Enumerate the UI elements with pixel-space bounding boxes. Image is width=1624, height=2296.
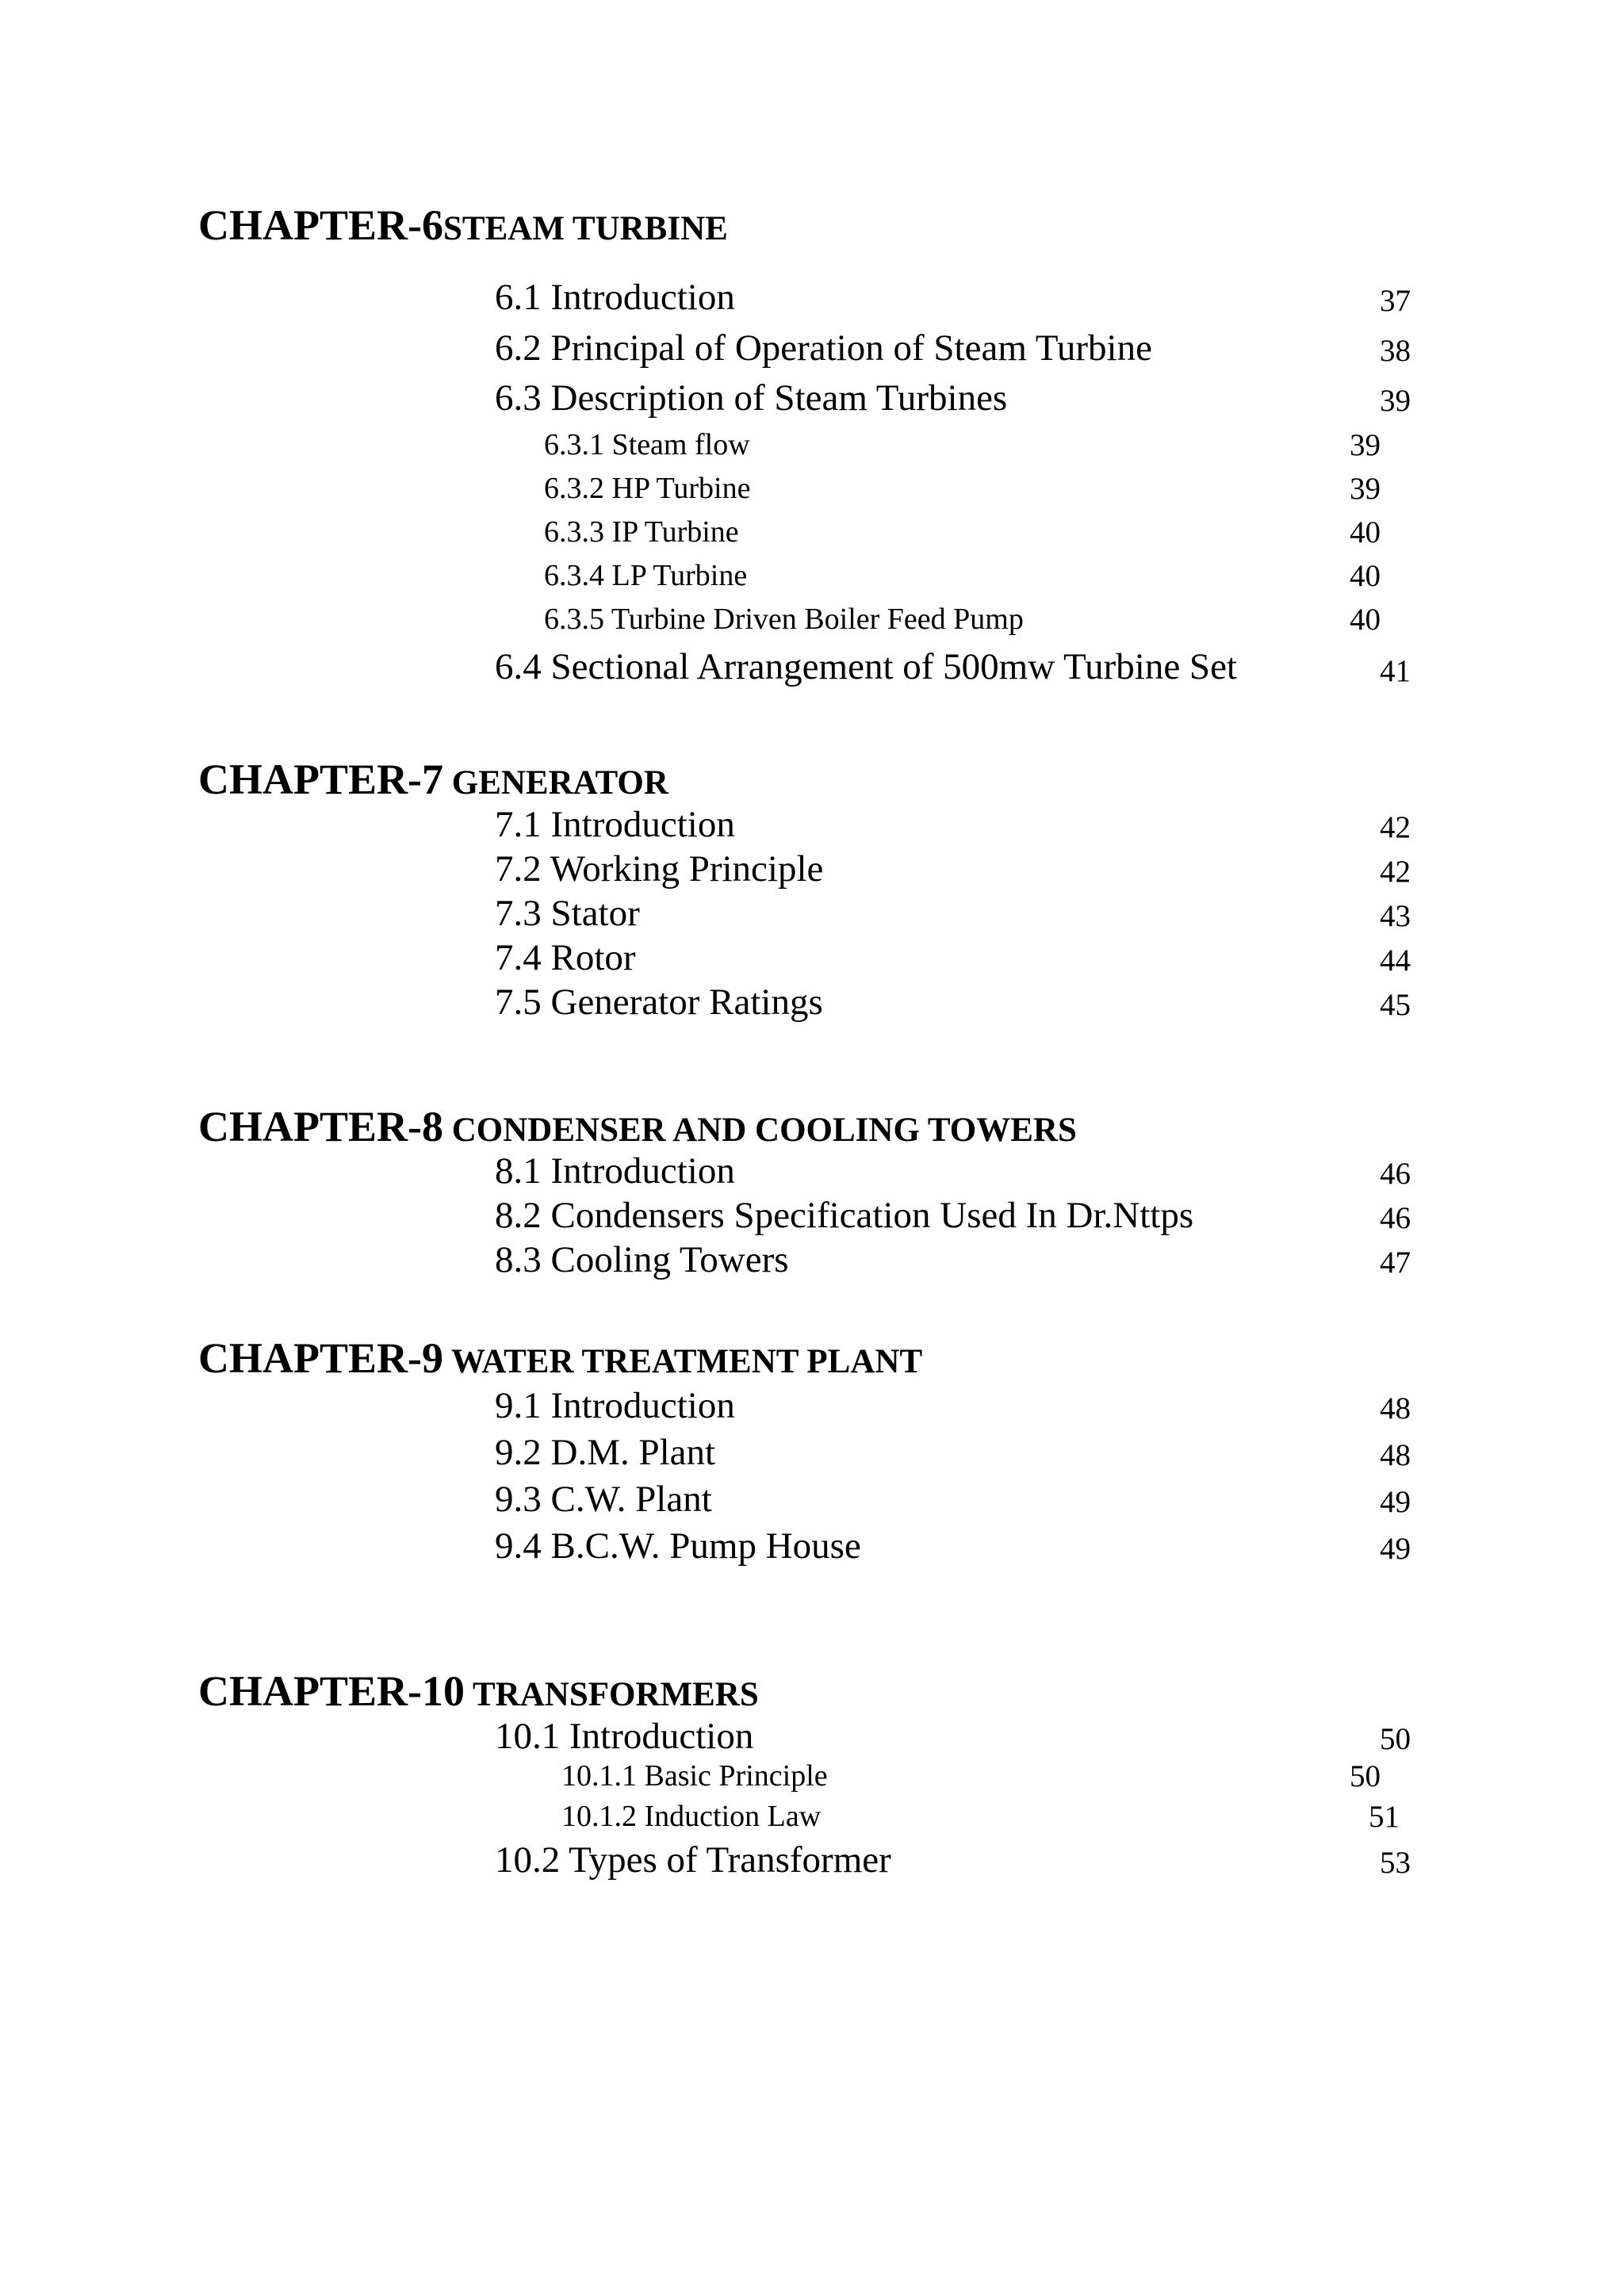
- toc-subentry: 6.3.3 IP Turbine: [544, 515, 739, 549]
- toc-entry: 8.2 Condensers Specification Used In Dr.Nttps: [495, 1195, 1194, 1236]
- chapter-heading: [198, 1105, 1077, 1148]
- chapter-title: WATER TREATMENT PLANT: [450, 1343, 923, 1380]
- toc-page-number: 46: [1380, 1157, 1411, 1191]
- toc-entry: 8.3 Cooling Towers: [495, 1239, 789, 1280]
- toc-entry: 7.4 Rotor: [495, 937, 636, 978]
- toc-entry: 10.2 Types of Transformer: [495, 1839, 891, 1881]
- toc-entry: 6.2 Principal of Operation of Steam Turbine: [495, 327, 1152, 369]
- toc-page-number: 40: [1350, 603, 1381, 637]
- chapter-heading: [198, 1667, 759, 1715]
- toc-entry: 6.3 Description of Steam Turbines: [495, 377, 1008, 419]
- toc-subentry: 10.1.1 Basic Principle: [561, 1759, 828, 1793]
- toc-page-number: 49: [1380, 1485, 1411, 1519]
- toc-page-number: 50: [1380, 1722, 1411, 1756]
- chapter-heading: [198, 201, 728, 249]
- toc-entry: 7.5 Generator Ratings: [495, 982, 823, 1023]
- toc-entry: 8.1 Introduction: [495, 1150, 735, 1192]
- toc-entry: 7.1 Introduction: [495, 804, 735, 845]
- chapter-number: CHAPTER-10: [198, 1667, 465, 1715]
- toc-entry: 6.4 Sectional Arrangement of 500mw Turbine Set: [495, 646, 1237, 687]
- toc-page-number: 45: [1380, 988, 1411, 1022]
- toc-page-number: 48: [1380, 1391, 1411, 1425]
- toc-entry: 9.4 B.C.W. Pump House: [495, 1525, 861, 1567]
- toc-page-number: 40: [1350, 515, 1381, 549]
- chapter-heading: [198, 758, 668, 801]
- toc-page-number: 42: [1380, 855, 1411, 889]
- toc-page-number: 41: [1380, 654, 1411, 688]
- chapter-number: CHAPTER-7: [198, 756, 443, 803]
- toc-page-number: 38: [1380, 334, 1411, 368]
- chapter-separator: [465, 1676, 473, 1713]
- toc-page-number: 39: [1380, 384, 1411, 418]
- toc-entry: 6.1 Introduction: [495, 277, 735, 318]
- chapter-number: CHAPTER-9: [198, 1334, 443, 1382]
- chapter-title: CONDENSER AND COOLING TOWERS: [451, 1112, 1077, 1149]
- chapter-heading: [198, 1334, 923, 1382]
- chapter-separator: [443, 764, 452, 802]
- toc-page-number: 42: [1380, 810, 1411, 844]
- toc-page-number: 43: [1380, 899, 1411, 933]
- toc-page-number: 46: [1380, 1201, 1411, 1235]
- toc-subentry: 10.1.2 Induction Law: [561, 1800, 822, 1833]
- toc-subentry: 6.3.1 Steam flow: [544, 428, 750, 461]
- toc-page-number: 40: [1350, 559, 1381, 593]
- chapter-number: CHAPTER-8: [198, 1103, 443, 1150]
- toc-entry: 9.1 Introduction: [495, 1385, 735, 1426]
- toc-page-number: 50: [1350, 1759, 1381, 1793]
- toc-subentry: 6.3.2 HP Turbine: [544, 472, 751, 505]
- toc-entry: 7.2 Working Principle: [495, 848, 824, 890]
- chapter-title: GENERATOR: [451, 764, 668, 802]
- toc-page-number: 39: [1350, 428, 1381, 462]
- toc-page-number: 48: [1380, 1438, 1411, 1472]
- chapter-title: STEAM TURBINE: [443, 210, 728, 247]
- toc-page-number: 37: [1380, 284, 1411, 318]
- toc-page-number: 44: [1380, 943, 1411, 978]
- chapter-title: TRANSFORMERS: [472, 1676, 759, 1713]
- toc-entry: 10.1 Introduction: [495, 1716, 754, 1757]
- toc-entry: 7.3 Stator: [495, 893, 640, 934]
- toc-page-number: 49: [1380, 1532, 1411, 1566]
- chapter-number: CHAPTER-6: [198, 201, 443, 249]
- toc-page-number: 53: [1380, 1846, 1411, 1880]
- toc-entry: 9.3 C.W. Plant: [495, 1479, 712, 1520]
- chapter-separator: [443, 1343, 451, 1380]
- chapter-separator: [443, 1112, 452, 1149]
- toc-page-number: 47: [1380, 1246, 1411, 1280]
- toc-entry: 9.2 D.M. Plant: [495, 1432, 716, 1473]
- toc-subentry: 6.3.4 LP Turbine: [544, 559, 748, 592]
- toc-page-number: 39: [1350, 472, 1381, 506]
- toc-subentry: 6.3.5 Turbine Driven Boiler Feed Pump: [544, 603, 1024, 636]
- toc-page-number: 51: [1369, 1800, 1400, 1834]
